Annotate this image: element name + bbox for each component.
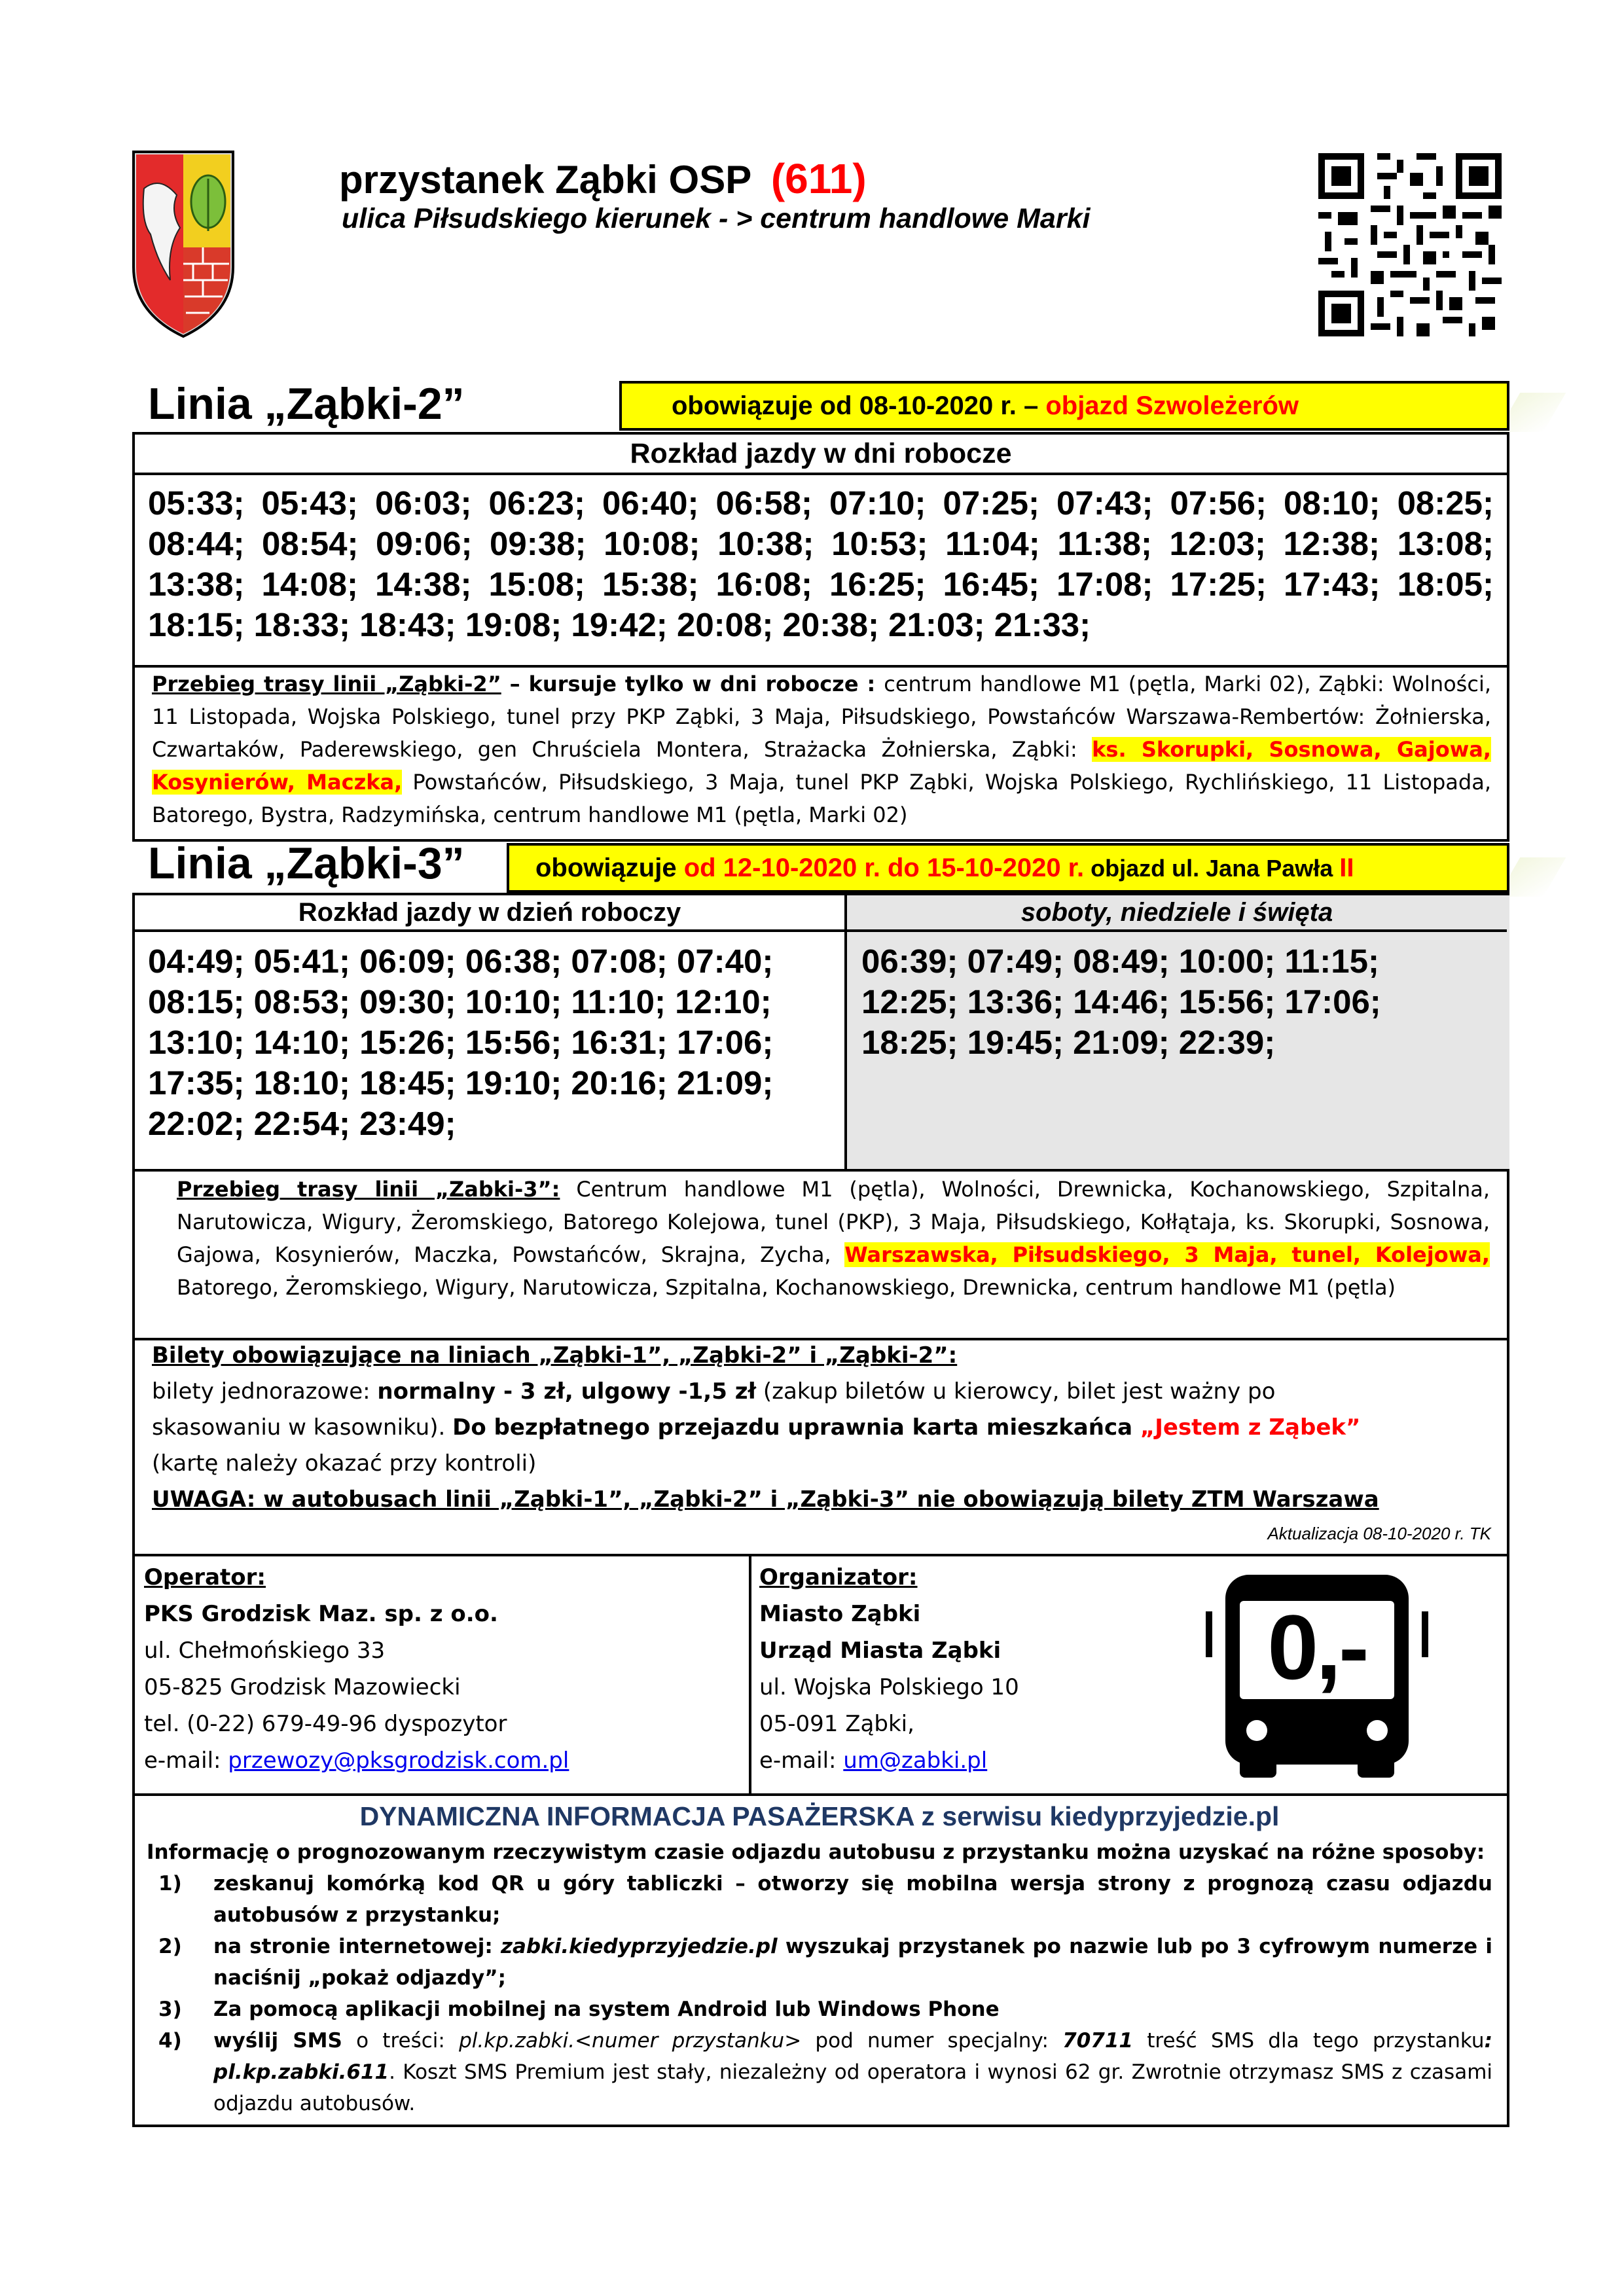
dip-sms-number: 70711 (1062, 2029, 1133, 2053)
bus-headlight-left (1246, 1720, 1267, 1741)
line2-validity-banner (619, 381, 1509, 431)
operator-phone: tel. (0-22) 679-49-96 dyspozytor (144, 1711, 507, 1737)
dip-item (147, 1931, 1492, 1994)
contacts-divider (749, 1556, 751, 1793)
line2-route (152, 668, 1491, 831)
tickets-validation: skasowaniu w kasowniku). (152, 1414, 453, 1441)
dip-website[interactable]: zabki.kiedyprzyjedzie.pl (500, 1935, 778, 1958)
line3-validity-label: obowiązuje (535, 853, 684, 882)
dip-item-number: 1) (158, 1872, 182, 1895)
update-note: Aktualizacja 08-10-2020 r. TK (1267, 1524, 1491, 1543)
line2-title: Linia „Ząbki-2” (148, 379, 465, 429)
dip-item (147, 1868, 1492, 1931)
tickets-prices: normalny - 3 zł, ulgowy -1,5 zł (377, 1378, 757, 1405)
dip-item-number: 3) (158, 1998, 182, 2021)
dip-box (132, 1793, 1509, 2127)
tickets-box (132, 1338, 1509, 1556)
line3-schedule-box (132, 893, 1509, 1172)
line2-detour: objazd Szwoleżerów (1045, 391, 1299, 420)
dip-intro: Informację o prognozowanym rzeczywistym czasie odjazdu autobusu z przystanku można uzyskać na różne sposoby: (147, 1840, 1485, 1864)
line3-route-box (132, 1169, 1509, 1340)
operator-block (144, 1559, 569, 1779)
line3-validity-banner (507, 843, 1509, 893)
line2-route-label: Przebieg trasy linii „Ząbki-2” (152, 672, 501, 696)
line3-weekend-title: soboty, niedziele i święta (1020, 898, 1333, 927)
stop-name: przystanek Ząbki OSP (339, 158, 751, 202)
organizer-email-label: e-mail: (759, 1748, 844, 1774)
stop-direction: ulica Piłsudskiego kierunek - > centrum handlowe Marki (342, 203, 1091, 234)
dip-sms-template: pl.kp.zabki.<numer przystanku> (459, 2029, 802, 2053)
organizer-name: Miasto Ząbki (759, 1601, 921, 1627)
operator-street: ul. Chełmońskiego 33 (144, 1638, 386, 1664)
bus-mirror-left (1206, 1611, 1212, 1657)
line2-schedule-title: Rozkład jazdy w dni robocze (135, 435, 1507, 475)
bus-headlight-right (1367, 1720, 1388, 1741)
line3-route-label: Przebieg trasy linii „Zabki-3”: (177, 1177, 560, 1202)
operator-name: PKS Grodzisk Maz. sp. z o.o. (144, 1601, 498, 1627)
organizer-city: 05-091 Ząbki, (759, 1711, 914, 1737)
dip-item-text: Za pomocą aplikacji mobilnej na system Android lub Windows Phone (213, 1998, 1000, 2021)
line2-times (135, 475, 1507, 645)
dip-title: DYNAMICZNA INFORMACJA PASAŻERSKA z serwisu kiedyprzyjedzie.pl (359, 1801, 1280, 1831)
organizer-label: Organizator: (759, 1564, 918, 1590)
tickets-control-note: (kartę należy okazać przy kontroli) (152, 1450, 537, 1477)
line2-route-text-end: Powstańców, Piłsudskiego, 3 Maja, tunel PKP Ząbki, Wojska Polskiego, Rychlińskiego, 11 Listopada, Batorego, Bystra, Radzymińska, centrum handlowe M1 (pętla, Marki 02) (152, 770, 1492, 827)
organizer-email-link[interactable]: um@zabki.pl (843, 1748, 988, 1774)
tickets-free-ride: Do bezpłatnego przejazdu uprawnia karta mieszkańca (452, 1414, 1140, 1441)
line3-weekday-times (148, 941, 833, 1144)
dip-item (147, 2025, 1492, 2119)
organizer-block (759, 1559, 1019, 1779)
line3-title: Linia „Ząbki-3” (148, 838, 465, 888)
line2-route-text: centrum handlowe M1 (pętla, Marki 02), Ząbki: Wolności, 11 Listopada, Wojska Polskiego, tunel przy PKP Ząbki, 3 Maja, Piłsudskiego, Powstańców Warszawa-Rembertów: Żołnierska, Czwartaków, Paderewskiego, gen Chruściela Montera, Strażacka Żołnierska, Ząbki: (152, 672, 1492, 762)
dip-sms-text: o treści: (342, 2029, 460, 2053)
dip-sms-label: wyślij SMS (213, 2029, 342, 2053)
dip-item-text-end: wyszukaj przystanek po nazwie lub po 3 cyfrowym numerze i naciśnij „pokaż odjazdy”; (213, 1935, 1492, 1990)
line3-weekday-title: Rozkład jazdy w dzień roboczy (298, 898, 681, 927)
line2-schedule-box (132, 432, 1509, 668)
column-divider (844, 895, 847, 1169)
line2-times-row: 08:44; 08:54; 09:06; 09:38; 10:08; 10:38; 10:53; 11:04; 11:38; 12:03; 12:38; 13:08; (148, 525, 1494, 562)
dip-item (147, 1994, 1492, 2025)
line3-weekday-row: 08:15; 08:53; 09:30; 10:10; 11:10; 12:10; (148, 983, 772, 1020)
qr-code[interactable] (1318, 153, 1502, 336)
line2-route-note: – kursuje tylko w dni robocze : (501, 672, 884, 696)
dip-sms-number-label: pod numer specjalny: (801, 2029, 1063, 2053)
dip-item-text: na stronie internetowej: (213, 1935, 501, 1958)
line3-validity-dates: od 12-10-2020 r. do 15-10-2020 r. (683, 853, 1085, 882)
bus-wheel-left (1240, 1758, 1276, 1778)
coat-of-arms-icon (131, 149, 236, 339)
dip-item-number: 2) (158, 1935, 182, 1958)
operator-email-link[interactable]: przewozy@pksgrodzisk.com.pl (228, 1748, 569, 1774)
line3-weekend-row: 12:25; 13:36; 14:46; 15:56; 17:06; (861, 983, 1381, 1020)
dip-sms-stop-label: treść SMS dla tego przystanku (1133, 2029, 1485, 2053)
line2-route-detour: ks. Skorupki, Sosnowa, Gajowa, Kosynierów, Maczka, (152, 737, 1492, 795)
bus-fare: 0,- (1267, 1596, 1367, 1698)
tickets-info (152, 1338, 1491, 1518)
operator-city: 05-825 Grodzisk Mazowiecki (144, 1674, 461, 1700)
stop-number: (611) (770, 155, 867, 202)
line3-weekday-row: 04:49; 05:41; 06:09; 06:38; 07:08; 07:40; (148, 942, 774, 980)
line2-times-row: 05:33; 05:43; 06:03; 06:23; 06:40; 06:58; 07:10; 07:25; 07:43; 07:56; 08:10; 08:25; (148, 484, 1494, 522)
line3-detour-numeral: II (1339, 853, 1354, 882)
operator-label: Operator: (144, 1564, 266, 1590)
line2-route-box (132, 665, 1509, 842)
line3-weekend-row: 06:39; 07:49; 08:49; 10:00; 11:15; (861, 942, 1379, 980)
coat-of-arms (131, 149, 236, 339)
line3-route (177, 1173, 1490, 1304)
line3-weekend-row: 18:25; 19:45; 21:09; 22:39; (861, 1024, 1276, 1061)
tickets-purchase: (zakup biletów u kierowcy, bilet jest ważny po (756, 1378, 1276, 1405)
line3-route-text: Centrum handlowe M1 (pętla), Wolności, Drewnicka, Kochanowskiego, Szpitalna, Narutowicza, Wigury, Żeromskiego, Batorego Kolejowa, tunel (PKP), 3 Maja, Piłsudskiego, Kołłątaja, ks. Skorupki, Sosnowa, Gajowa, Kosynierów, Maczka, Powstańców, Skrajna, Zycha, (177, 1177, 1490, 1267)
line3-weekday-row: 13:10; 14:10; 15:26; 15:56; 16:31; 17:06; (148, 1024, 774, 1061)
tickets-title: Bilety obowiązujące na liniach „Ząbki-1”, „Ząbki-2” i „Ząbki-2”: (152, 1342, 958, 1369)
dip-sms-stop-code: : pl.kp.zabki.611 (213, 2029, 1492, 2084)
tickets-type: bilety jednorazowe: (152, 1378, 378, 1405)
contacts-box (132, 1554, 1509, 1796)
bus-icon (1206, 1575, 1428, 1778)
line3-weekday-row: 17:35; 18:10; 18:45; 19:10; 20:16; 21:09; (148, 1064, 774, 1102)
dip-sms-cost: . Koszt SMS Premium jest stały, niezależny od operatora i wynosi 62 gr. Zwrotnie otrzymasz SMS z czasami odjazdu autobusów. (213, 2060, 1492, 2115)
line3-weekend-times (861, 941, 1503, 1063)
dip-item-number: 4) (158, 2029, 182, 2053)
organizer-office: Urząd Miasta Ząbki (759, 1638, 1001, 1664)
tickets-warning: UWAGA: w autobusach linii „Ząbki-1”, „Ząbki-2” i „Ząbki-3” nie obowiązują bilety ZTM Warszawa (152, 1486, 1379, 1513)
bus-wheel-right (1358, 1758, 1394, 1778)
line2-times-row: 18:15; 18:33; 18:43; 19:08; 19:42; 20:08; 20:38; 21:03; 21:33; (148, 606, 1091, 643)
line3-detour: objazd ul. Jana Pawła (1084, 855, 1340, 882)
organizer-street: ul. Wojska Polskiego 10 (759, 1674, 1019, 1700)
line3-weekday-row: 22:02; 22:54; 23:49; (148, 1105, 456, 1142)
stop-title (339, 154, 867, 203)
dip-item-text: zeskanuj komórką kod QR u góry tabliczki – otworzy się mobilna wersja strony z prognozą czasu odjazdu autobusów z przystanku; (213, 1872, 1492, 1927)
bus-mirror-right (1422, 1611, 1428, 1657)
header-divider (135, 929, 1507, 932)
qr-code-icon (1318, 153, 1502, 336)
tickets-resident-card: „Jestem z Ząbek” (1140, 1414, 1361, 1441)
dip-list (147, 1868, 1492, 2119)
operator-email-label: e-mail: (144, 1748, 228, 1774)
line3-route-detour: Warszawska, Piłsudskiego, 3 Maja, tunel, Kolejowa, (844, 1242, 1490, 1267)
line2-validity-date: obowiązuje od 08-10-2020 r. – (672, 391, 1046, 420)
line3-route-text-end: Batorego, Żeromskiego, Wigury, Narutowicza, Szpitalna, Kochanowskiego, Drewnicka, centrum handlowe M1 (pętla) (177, 1275, 1396, 1300)
line2-times-row: 13:38; 14:08; 14:38; 15:08; 15:38; 16:08; 16:25; 16:45; 17:08; 17:25; 17:43; 18:05; (148, 565, 1494, 603)
